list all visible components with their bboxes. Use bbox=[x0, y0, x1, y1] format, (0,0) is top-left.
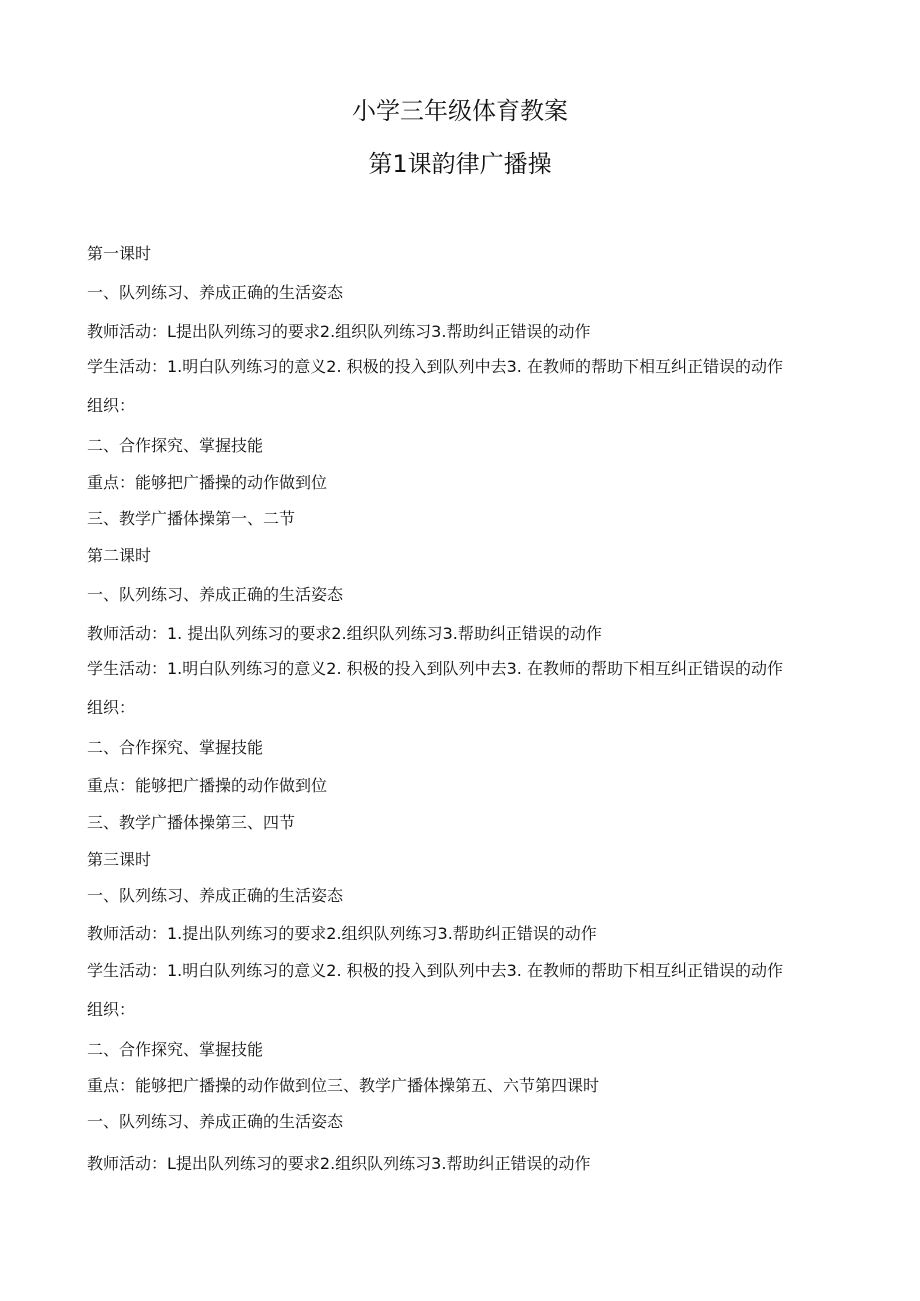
paragraph-line: 一、队列练习、养成正确的生活姿态 bbox=[87, 1112, 344, 1131]
paragraph-line: 教师活动：1.提出队列练习的要求2.组织队列练习3.帮助纠正错误的动作 bbox=[87, 924, 597, 943]
section-heading: 第二课时 bbox=[87, 546, 152, 565]
paragraph-line: 学生活动：1.明白队列练习的意义2. 积极的投入到队列中去3. 在教师的帮助下相互纠正错误的动作 bbox=[87, 357, 783, 376]
paragraph-line: 一、队列练习、养成正确的生活姿态 bbox=[87, 886, 344, 905]
paragraph-line: 一、队列练习、养成正确的生活姿态 bbox=[87, 585, 344, 604]
paragraph-line: 教师活动：1. 提出队列练习的要求2.组织队列练习3.帮助纠正错误的动作 bbox=[87, 624, 602, 643]
document-title: 小学三年级体育教案 bbox=[352, 97, 568, 125]
paragraph-line: 学生活动：1.明白队列练习的意义2. 积极的投入到队列中去3. 在教师的帮助下相互纠正错误的动作 bbox=[87, 659, 783, 678]
section-heading: 第三课时 bbox=[87, 850, 152, 869]
paragraph-line: 一、队列练习、养成正确的生活姿态 bbox=[87, 283, 344, 302]
paragraph-line: 学生活动：1.明白队列练习的意义2. 积极的投入到队列中去3. 在教师的帮助下相互纠正错误的动作 bbox=[87, 961, 783, 980]
paragraph-line: 教师活动：L提出队列练习的要求2.组织队列练习3.帮助纠正错误的动作 bbox=[87, 1154, 591, 1173]
paragraph-line: 三、教学广播体操第一、二节 bbox=[87, 509, 296, 528]
lesson-subtitle: 第1课韵律广播操 bbox=[368, 150, 552, 178]
paragraph-line: 重点：能够把广播操的动作做到位 bbox=[87, 473, 328, 492]
paragraph-line: 教师活动：L提出队列练习的要求2.组织队列练习3.帮助纠正错误的动作 bbox=[87, 322, 591, 341]
paragraph-line: 二、合作探究、掌握技能 bbox=[87, 1040, 264, 1059]
paragraph-line: 组织： bbox=[87, 396, 136, 415]
paragraph-line: 重点：能够把广播操的动作做到位三、教学广播体操第五、六节第四课时 bbox=[87, 1076, 600, 1095]
section-heading: 第一课时 bbox=[87, 244, 152, 263]
paragraph-line: 三、教学广播体操第三、四节 bbox=[87, 813, 296, 832]
paragraph-line: 组织： bbox=[87, 698, 136, 717]
paragraph-line: 组织： bbox=[87, 1000, 136, 1019]
paragraph-line: 二、合作探究、掌握技能 bbox=[87, 738, 264, 757]
paragraph-line: 重点：能够把广播操的动作做到位 bbox=[87, 776, 328, 795]
paragraph-line: 二、合作探究、掌握技能 bbox=[87, 436, 264, 455]
